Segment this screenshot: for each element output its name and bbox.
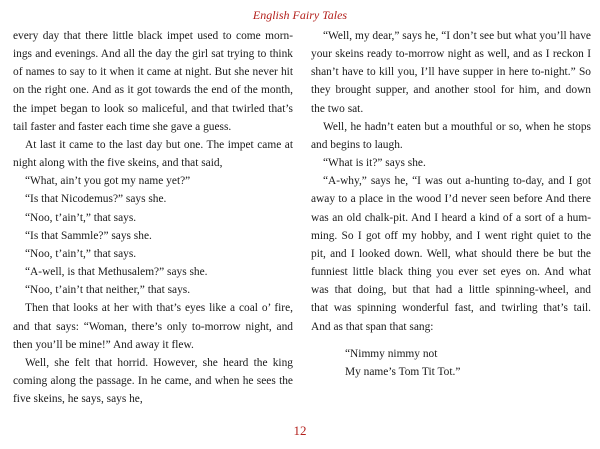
- text-line: coming along the passage. In he came, and when he sees the: [13, 374, 293, 387]
- text-line: every day that there little black impet used to come morn-: [13, 30, 293, 42]
- right-column-prose: [311, 27, 591, 336]
- text-line: Then that looks at her with that’s eyes like a coal o’ fire,: [25, 302, 293, 315]
- verse-line: “Nimmy nimmy not: [345, 347, 438, 360]
- text-line: “Is that Nicodemus?” says she.: [25, 193, 167, 206]
- text-line: ings and evenings. And all the day the girl sat trying to think: [13, 48, 293, 61]
- verse-block: [311, 345, 591, 381]
- text-line: Well, she felt that horrid. However, she heard the king: [25, 356, 293, 369]
- text-line: away to a place in the wood I’d never seen before And there: [311, 193, 591, 206]
- text-line: “What, ain’t you got my name yet?”: [25, 175, 191, 188]
- text-line: then you’ll be mine!” And away it flew.: [13, 338, 194, 351]
- text-line: ming. So I got off my hobby, and I went right quiet to the: [311, 229, 591, 242]
- text-line: “What is it?” says she.: [323, 157, 426, 170]
- right-column: [311, 27, 591, 381]
- verse-line: My name’s Tom Tit Tot.”: [345, 365, 461, 378]
- text-line: of names to say to it when it came at night. But she never hit: [13, 66, 293, 79]
- text-line: was that doing, but that had a little spinning-wheel, and: [311, 284, 591, 297]
- text-line: Well, he hadn’t eaten but a mouthful or so, when he stops: [323, 120, 591, 133]
- text-line: funniest little black thing you ever set eyes on. And what: [311, 266, 591, 279]
- text-line: and begins to laugh.: [311, 138, 403, 151]
- verse-gap: [311, 336, 591, 345]
- text-line: “Noo, t’ain’t that neither,” that says.: [25, 284, 191, 297]
- text-line: “Is that Sammle?” says she.: [25, 229, 152, 242]
- text-line: shan’t have to kill you, I’ll have supper in here to-night.” So: [311, 66, 591, 79]
- text-line: tail faster and faster each time she gave a guess.: [13, 120, 232, 133]
- text-line: “Well, my dear,” says he, “I don’t see but what you’ll have: [323, 30, 591, 42]
- text-line: “Noo, t’ain’t,” that says.: [25, 211, 137, 224]
- running-head: English Fairy Tales: [252, 8, 348, 22]
- text-line: that was spinning wonderful fast, and twirling that’s tail.: [311, 302, 591, 315]
- text-line: “A-well, is that Methusalem?” says she.: [25, 266, 208, 279]
- text-line: “A-why,” says he, “I was out a-hunting to-day, and I got: [323, 175, 591, 188]
- text-line: your skeins ready to-morrow night as well, and as I reckon I: [311, 48, 591, 61]
- text-line: pit, and I looked down. Well, what should there be but the: [311, 247, 591, 260]
- text-line: on the right one. And as it got towards the end of the month,: [13, 84, 293, 97]
- text-line: the impet began to look so maliceful, and that twirled that’s: [13, 102, 293, 115]
- text-line: night along with the five skeins, and that said,: [13, 157, 223, 170]
- text-line: And as that span that sang:: [311, 320, 434, 333]
- text-line: and that says: “Woman, there’s only to-morrow night, and: [13, 320, 293, 333]
- text-line: At last it came to the last day but one. The impet came at: [25, 138, 293, 151]
- text-line: “Noo, t’ain’t,” that says.: [25, 247, 137, 260]
- page-number: 12: [293, 423, 307, 438]
- text-line: five skeins, he says, says he,: [13, 393, 143, 406]
- text-line: the two sat.: [311, 102, 364, 115]
- text-line: was an old chalk-pit. And I heard a kind of a sort of a hum-: [311, 211, 591, 224]
- left-column: [13, 27, 293, 408]
- text-line: they brought supper, and another stool for him, and down: [311, 84, 591, 97]
